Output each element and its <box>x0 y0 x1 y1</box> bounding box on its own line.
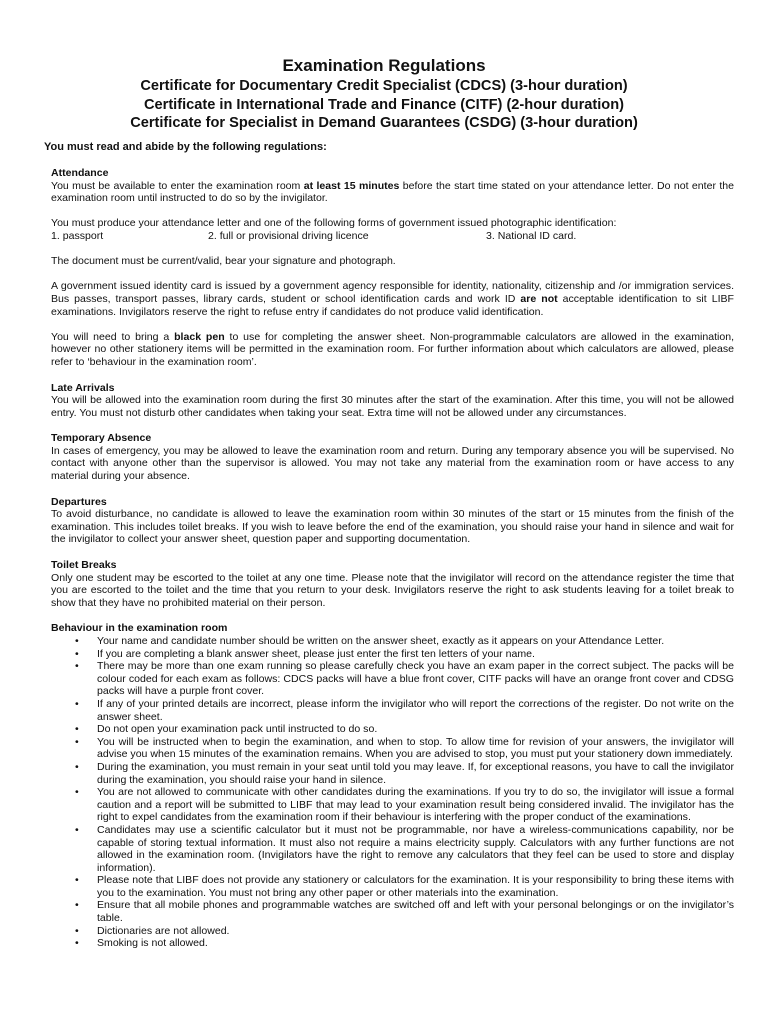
toilet-breaks-heading: Toilet Breaks <box>51 559 117 572</box>
subtitle-cdcs: Certificate for Documentary Credit Specialist (CDCS) (3-hour duration) <box>140 78 628 94</box>
text-run: acceptable identification to sit LIBF examinations. Invigilators reserve the right to refuse entry if candidates do not produce valid identification. <box>51 292 734 318</box>
behaviour-heading: Behaviour in the examination room <box>51 622 228 635</box>
list-item: • Please note that LIBF does not provide any stationery or calculators for the examination. It is your responsibility to bring these items with you to the examination. You must not bring any other paper or other materials into the examination. <box>51 874 734 899</box>
list-item: • Ensure that all mobile phones and programmable watches are switched off and left with your personal belongings or on the invigilator’s table. <box>51 899 734 924</box>
attendance-paragraph-4 <box>51 280 734 318</box>
list-item: • Your name and candidate number should be written on the answer sheet, exactly as it appears on your Attendance Letter. <box>51 635 734 648</box>
attendance-paragraph-1 <box>51 180 734 205</box>
subtitle-csdg: Certificate for Specialist in Demand Guarantees (CSDG) (3-hour duration) <box>130 115 638 131</box>
list-item: • There may be more than one exam running so please carefully check you have an exam paper in the correct subject. The packs will be colour coded for each exam as follows: CDCS packs will have a blue front cover, CITF packs will have an orange front cover and CDSG packs will have a purple front cover. <box>51 660 734 698</box>
list-item: • You will be instructed when to begin the examination, and when to stop. To allow time for revision of your answers, the invigilator will advise you when 15 minutes of the examination remains. When you are advised to stop, you must put your stationery down immediately. <box>51 736 734 761</box>
emphasis-run: at least 15 minutes <box>303 179 400 192</box>
id-option-national-id: 3. National ID card. <box>486 229 577 242</box>
behaviour-list <box>51 635 734 950</box>
attendance-paragraph-3: The document must be current/valid, bear your signature and photograph. <box>51 255 396 268</box>
list-item: • If any of your printed details are incorrect, please inform the invigilator who will report the corrections of the register. Do not write on the answer sheet. <box>51 698 734 723</box>
emphasis-run: black pen <box>174 330 225 343</box>
departures-heading: Departures <box>51 495 107 508</box>
regulations-body <box>51 167 734 950</box>
id-options <box>51 230 734 243</box>
title-block <box>0 55 768 133</box>
list-item: • During the examination, you must remain in your seat until told you may leave. If, for exceptional reasons, you have to call the invigilator during the examination, you should raise your hand in silence. <box>51 761 734 786</box>
toilet-breaks-text: Only one student may be escorted to the toilet at any one time. Please note that the invigilator will record on the attendance register the time that you are escorted to the toilet and the time that you return to your desk. Invigilators reserve the right to ask students leaving for a toilet break to show that they have no prohibited material on their person. <box>51 571 734 609</box>
list-item: • Candidates may use a scientific calculator but it must not be programmable, nor have a wireless-communications capability, nor be capable of storing textual information. It must also not require a mains electricity supply. Calculators with any further functions are not allowed in the examination room. (Invigilators have the right to remove any calculators that they feel can be used to store and display information). <box>51 824 734 874</box>
temporary-absence-heading: Temporary Absence <box>51 432 152 445</box>
text-run: You will need to bring a <box>51 330 175 343</box>
subtitle-citf: Certificate in International Trade and Finance (CITF) (2-hour duration) <box>143 96 624 113</box>
list-item: • Smoking is not allowed. <box>51 937 734 950</box>
id-option-passport: 1. passport <box>51 229 104 242</box>
late-arrivals-text: You will be allowed into the examination room during the first 30 minutes after the start of the examination. After this time, you will not be allowed entry. You must not disturb other candidates when taking your seat. Extra time will not be allowed under any circumstances. <box>51 394 734 419</box>
text-run: before the start time stated on your attendance letter. Do not enter the examination room until instructed to do so by the invigilator. <box>51 179 734 205</box>
attendance-paragraph-2: You must produce your attendance letter and one of the following forms of government issued photographic identification: <box>51 217 617 230</box>
text-run: You must be available to enter the examination room <box>51 179 304 192</box>
list-item: • You are not allowed to communicate with other candidates during the examinations. If you try to do so, the invigilator will issue a formal caution and a report will be submitted to LIBF that may lead to your examination result being considered invalid. The invigilator has the right to expel candidates from the examination room if their behaviour is interfering with the proper conduct of the examinations. <box>51 786 734 824</box>
departures-text: To avoid disturbance, no candidate is allowed to leave the examination room within 30 minutes of the start or 15 minutes from the finish of the examination. This includes toilet breaks. If you wish to leave before the end of the examination, you should raise your hand in silence and wait for the invigilator to collect your answer sheet, question paper and supporting documentation. <box>51 508 734 546</box>
text-run: A government issued identity card is issued by a government agency responsible for identity, nationality, citizenship and /or immigration services. Bus passes, transport passes, library cards, student or school identification cards and work ID <box>51 280 734 305</box>
attendance-heading: Attendance <box>51 167 109 179</box>
id-option-licence: 2. full or provisional driving licence <box>208 229 369 242</box>
late-arrivals-heading: Late Arrivals <box>51 381 115 394</box>
text-run: to use for completing the answer sheet. Non-programmable calculators are allowed in the examination, however no other stationery items will be permitted in the examination room. For further information about which calculators are allowed, please refer to ‘behaviour in the examination room’. <box>51 330 734 368</box>
temporary-absence-text: In cases of emergency, you may be allowed to leave the examination room and return. During any temporary absence you will be supervised. No contact with anyone other than the supervisor is allowed. You may not take any material from the examination room or have access to any material during your absence. <box>51 444 734 483</box>
list-item: • Dictionaries are not allowed. <box>51 925 734 938</box>
intro-text: You must read and abide by the following regulations: <box>44 141 327 153</box>
document-title: Examination Regulations <box>282 56 486 75</box>
list-item: • Do not open your examination pack until instructed to do so. <box>51 723 734 736</box>
list-item: • If you are completing a blank answer sheet, please just enter the first ten letters of your name. <box>51 648 734 661</box>
emphasis-run: are not <box>520 292 558 305</box>
attendance-paragraph-5 <box>51 331 734 369</box>
